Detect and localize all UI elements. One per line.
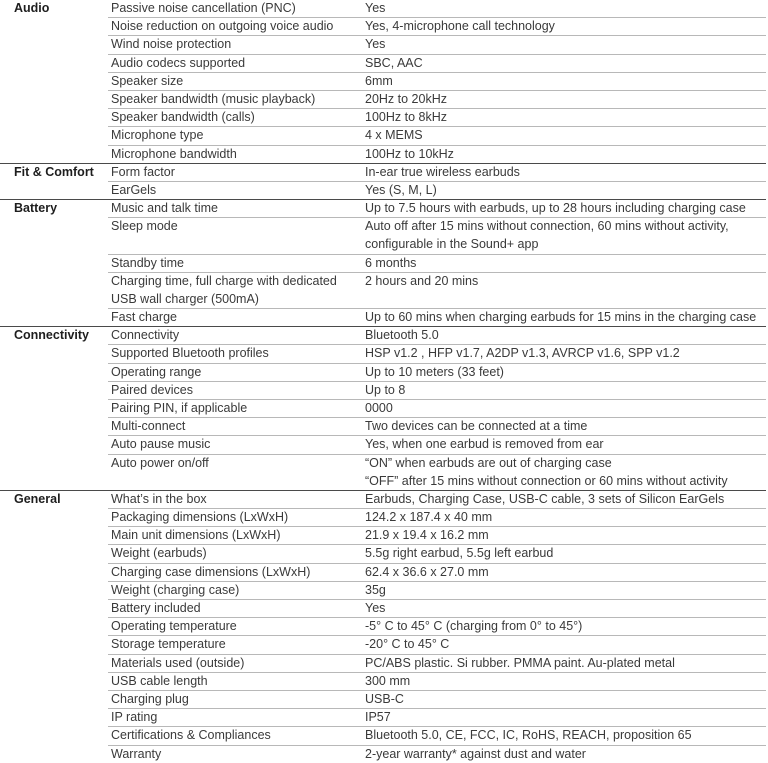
spec-value: 5.5g right earbud, 5.5g left earbud <box>365 546 554 561</box>
spec-value: HSP v1.2 , HFP v1.7, A2DP v1.3, AVRCP v1.6, SPP v1.2 <box>365 346 680 361</box>
section-title: Fit & Comfort <box>14 164 94 179</box>
spec-label: Speaker size <box>111 73 184 88</box>
spec-value: 6 months <box>365 255 417 270</box>
spec-value: IP57 <box>365 710 391 725</box>
spec-label: Music and talk time <box>111 201 218 216</box>
spec-label: Connectivity <box>111 328 180 343</box>
spec-label: Standby time <box>111 255 184 270</box>
spec-value: 124.2 x 187.4 x 40 mm <box>365 510 493 524</box>
spec-label: Audio codecs supported <box>111 55 246 70</box>
spec-label: Materials used (outside) <box>111 655 245 670</box>
spec-value: -20° C to 45° C <box>365 637 450 652</box>
spec-label: Operating temperature <box>111 619 237 634</box>
spec-value: 4 x MEMS <box>365 128 423 143</box>
spec-value: Up to 7.5 hours with earbuds, up to 28 hours including charging case <box>365 201 746 216</box>
spec-label: Storage temperature <box>111 637 226 652</box>
spec-label: Weight (charging case) <box>111 582 240 597</box>
spec-label: Packaging dimensions (LxWxH) <box>111 510 289 524</box>
spec-value: Two devices can be connected at a time <box>365 419 588 434</box>
spec-value: Yes <box>365 1 386 15</box>
spec-label: Pairing PIN, if applicable <box>111 401 248 415</box>
spec-label: Charging plug <box>111 692 189 706</box>
spec-label: Wind noise protection <box>111 37 232 52</box>
spec-label: Operating range <box>111 364 202 379</box>
spec-value: Bluetooth 5.0, CE, FCC, IC, RoHS, REACH, proposition 65 <box>365 728 692 743</box>
spec-label: Auto power on/off <box>111 455 209 470</box>
spec-value: Yes, when one earbud is removed from ear <box>365 437 604 452</box>
spec-label: Supported Bluetooth profiles <box>111 346 269 361</box>
spec-value: Yes (S, M, L) <box>365 183 437 197</box>
spec-value: 2-year warranty* against dust and water <box>365 746 586 761</box>
spec-value: 300 mm <box>365 673 411 688</box>
spec-value: Up to 60 mins when charging earbuds for 15 mins in the charging case <box>365 310 757 324</box>
spec-value: 100Hz to 8kHz <box>365 110 447 125</box>
spec-value: 2 hours and 20 mins <box>365 273 479 288</box>
spec-label: Form factor <box>111 164 175 179</box>
spec-label: Charging time, full charge with dedicated USB wall charger (500mA) <box>111 273 337 306</box>
spec-label: Passive noise cancellation (PNC) <box>111 1 296 15</box>
spec-label: What’s in the box <box>111 491 207 506</box>
spec-label: Paired devices <box>111 382 193 397</box>
spec-value: -5° C to 45° C (charging from 0° to 45°) <box>365 619 583 634</box>
spec-value: 62.4 x 36.6 x 27.0 mm <box>365 564 489 579</box>
spec-value: PC/ABS plastic. Si rubber. PMMA paint. Au-plated metal <box>365 655 675 670</box>
spec-value: 100Hz to 10kHz <box>365 146 454 161</box>
spec-value: 21.9 x 19.4 x 16.2 mm <box>365 528 489 543</box>
spec-value: SBC, AAC <box>365 55 423 70</box>
spec-value: USB-C <box>365 692 404 706</box>
section-title: Connectivity <box>14 328 90 343</box>
spec-value: Yes, 4-microphone call technology <box>365 19 555 34</box>
spec-value: 0000 <box>365 401 393 415</box>
spec-label: Sleep mode <box>111 219 178 234</box>
spec-label: Microphone type <box>111 128 204 143</box>
spec-value: In-ear true wireless earbuds <box>365 164 520 179</box>
spec-label: Certifications & Compliances <box>111 728 271 743</box>
spec-value: Yes <box>365 37 386 52</box>
section-title: Audio <box>14 1 50 15</box>
spec-label: Microphone bandwidth <box>111 146 237 161</box>
spec-value: Up to 8 <box>365 382 406 397</box>
spec-value: 6mm <box>365 73 393 88</box>
spec-value: “ON” when earbuds are out of charging case “OFF” after 15 mins without connection or 60 mins without activity <box>365 455 728 488</box>
spec-label: Fast charge <box>111 310 178 324</box>
spec-label: IP rating <box>111 710 158 725</box>
spec-value: 20Hz to 20kHz <box>365 92 447 106</box>
section-title: General <box>14 491 61 506</box>
spec-label: Auto pause music <box>111 437 211 452</box>
spec-label: Weight (earbuds) <box>111 546 207 561</box>
spec-label: Speaker bandwidth (calls) <box>111 110 255 125</box>
spec-value: 35g <box>365 582 386 597</box>
spec-value: Bluetooth 5.0 <box>365 328 439 343</box>
spec-label: EarGels <box>111 183 157 197</box>
spec-value: Earbuds, Charging Case, USB-C cable, 3 sets of Silicon EarGels <box>365 491 725 506</box>
spec-label: Multi-connect <box>111 419 186 434</box>
spec-label: Main unit dimensions (LxWxH) <box>111 528 281 543</box>
spec-label: Warranty <box>111 746 162 761</box>
spec-value: Up to 10 meters (33 feet) <box>365 364 504 379</box>
spec-label: Charging case dimensions (LxWxH) <box>111 564 311 579</box>
section-title: Battery <box>14 201 58 216</box>
spec-label: Noise reduction on outgoing voice audio <box>111 19 334 34</box>
spec-label: Speaker bandwidth (music playback) <box>111 92 316 106</box>
spec-value: Auto off after 15 mins without connection, 60 mins without activity, configurable in the Sound+ app <box>365 219 729 252</box>
spec-label: Battery included <box>111 601 201 615</box>
spec-label: USB cable length <box>111 673 208 688</box>
spec-value: Yes <box>365 601 386 615</box>
